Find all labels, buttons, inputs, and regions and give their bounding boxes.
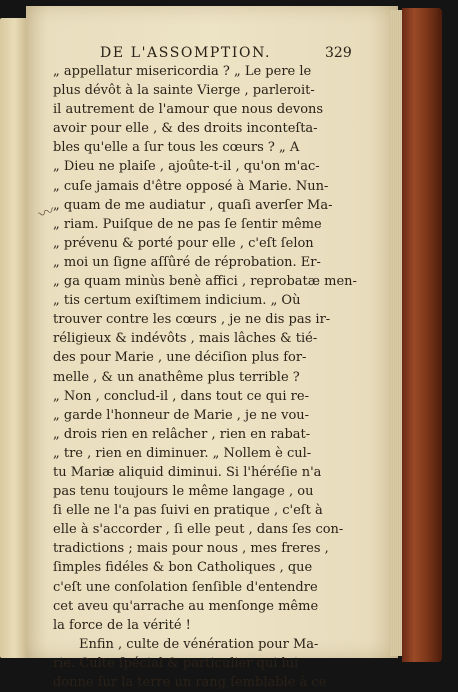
text-line: melle , & un anathême plus terrible ?	[53, 369, 300, 385]
text-line: „ moi un ſigne aſſûré de réprobation. Er-	[53, 254, 321, 270]
text-line: plus dévôt à la sainte Vierge , parleroit-	[53, 83, 315, 99]
text-line: „ drois rien en relâcher , rien en rabat-	[53, 426, 311, 442]
facing-page-edge	[0, 18, 26, 658]
page-number: 329	[325, 45, 352, 61]
text-line: tu Mariæ aliquid diminui. Si l'héréſie n'a	[53, 464, 322, 480]
text-line: des pour Marie , une déciſion plus for-	[53, 350, 307, 366]
text-line: „ Dieu ne plaiſe , ajoûte-t-il , qu'on m'ac-	[53, 159, 320, 175]
text-line: trouver contre les cœurs , je ne dis pas ir-	[53, 312, 331, 328]
text-line: „ appellatur misericordia ? „ Le pere le	[53, 64, 312, 79]
text-line: „ ga quam minùs benè affici , reprobatæ men-	[53, 274, 357, 290]
text-line: „ quam de me audiatur , quaſi averſer Ma-	[53, 197, 333, 213]
text-line: rie. Culte ſpécial & particulier qui lui	[53, 655, 299, 671]
text-line: „ tis certum exiſtimem indicium. „ Où	[53, 293, 301, 309]
text-line: la force de la vérité !	[53, 617, 191, 633]
text-line: c'eſt une conſolation ſenſible d'entendre	[53, 579, 318, 595]
text-line: donne ſur la terre un rang ſemblable à ce	[53, 675, 327, 690]
text-line: réligieux & indévôts , mais lâches & tié-	[53, 331, 318, 347]
text-line: ſi elle ne l'a pas ſuivi en pratique , c'eſt à	[53, 503, 323, 519]
text-line: ſimples fidéles & bon Catholiques , que	[53, 560, 313, 576]
text-line: „ Non , conclud-il , dans tout ce qui re-	[53, 388, 309, 404]
text-line: tradictions ; mais pour nous , mes freres ,	[53, 541, 329, 557]
leather-cover	[402, 8, 442, 662]
margin-annotation-mark: 〰	[35, 200, 58, 225]
text-line: avoir pour elle , & des droits inconteſta-	[53, 121, 318, 137]
text-line: „ prévenu & porté pour elle , c'eſt ſelon	[53, 235, 314, 251]
text-line: Enfin , culte de vénération pour Ma-	[79, 636, 319, 652]
text-line: cet aveu qu'arrache au menſonge même	[53, 598, 319, 614]
text-line: „ cuſe jamais d'être opposé à Marie. Nun-	[53, 178, 329, 194]
text-line: pas tenu toujours le même langage , ou	[53, 484, 314, 500]
text-line: „ riam. Puiſque de ne pas ſe ſentir même	[53, 216, 322, 232]
running-header: DE L'ASSOMPTION.	[100, 45, 272, 61]
text-line: „ garde l'honneur de Marie , je ne vou-	[53, 407, 310, 423]
text-line: il autrement de l'amour que nous devons	[53, 102, 324, 118]
text-line: elle à s'accorder , ſi elle peut , dans ſes con-	[53, 522, 344, 538]
text-line: bles qu'elle a ſur tous les cœurs ? „ A	[53, 140, 300, 156]
body-text	[53, 62, 373, 692]
text-line: „ tre , rien en diminuer. „ Nollem è cul-	[53, 445, 312, 461]
